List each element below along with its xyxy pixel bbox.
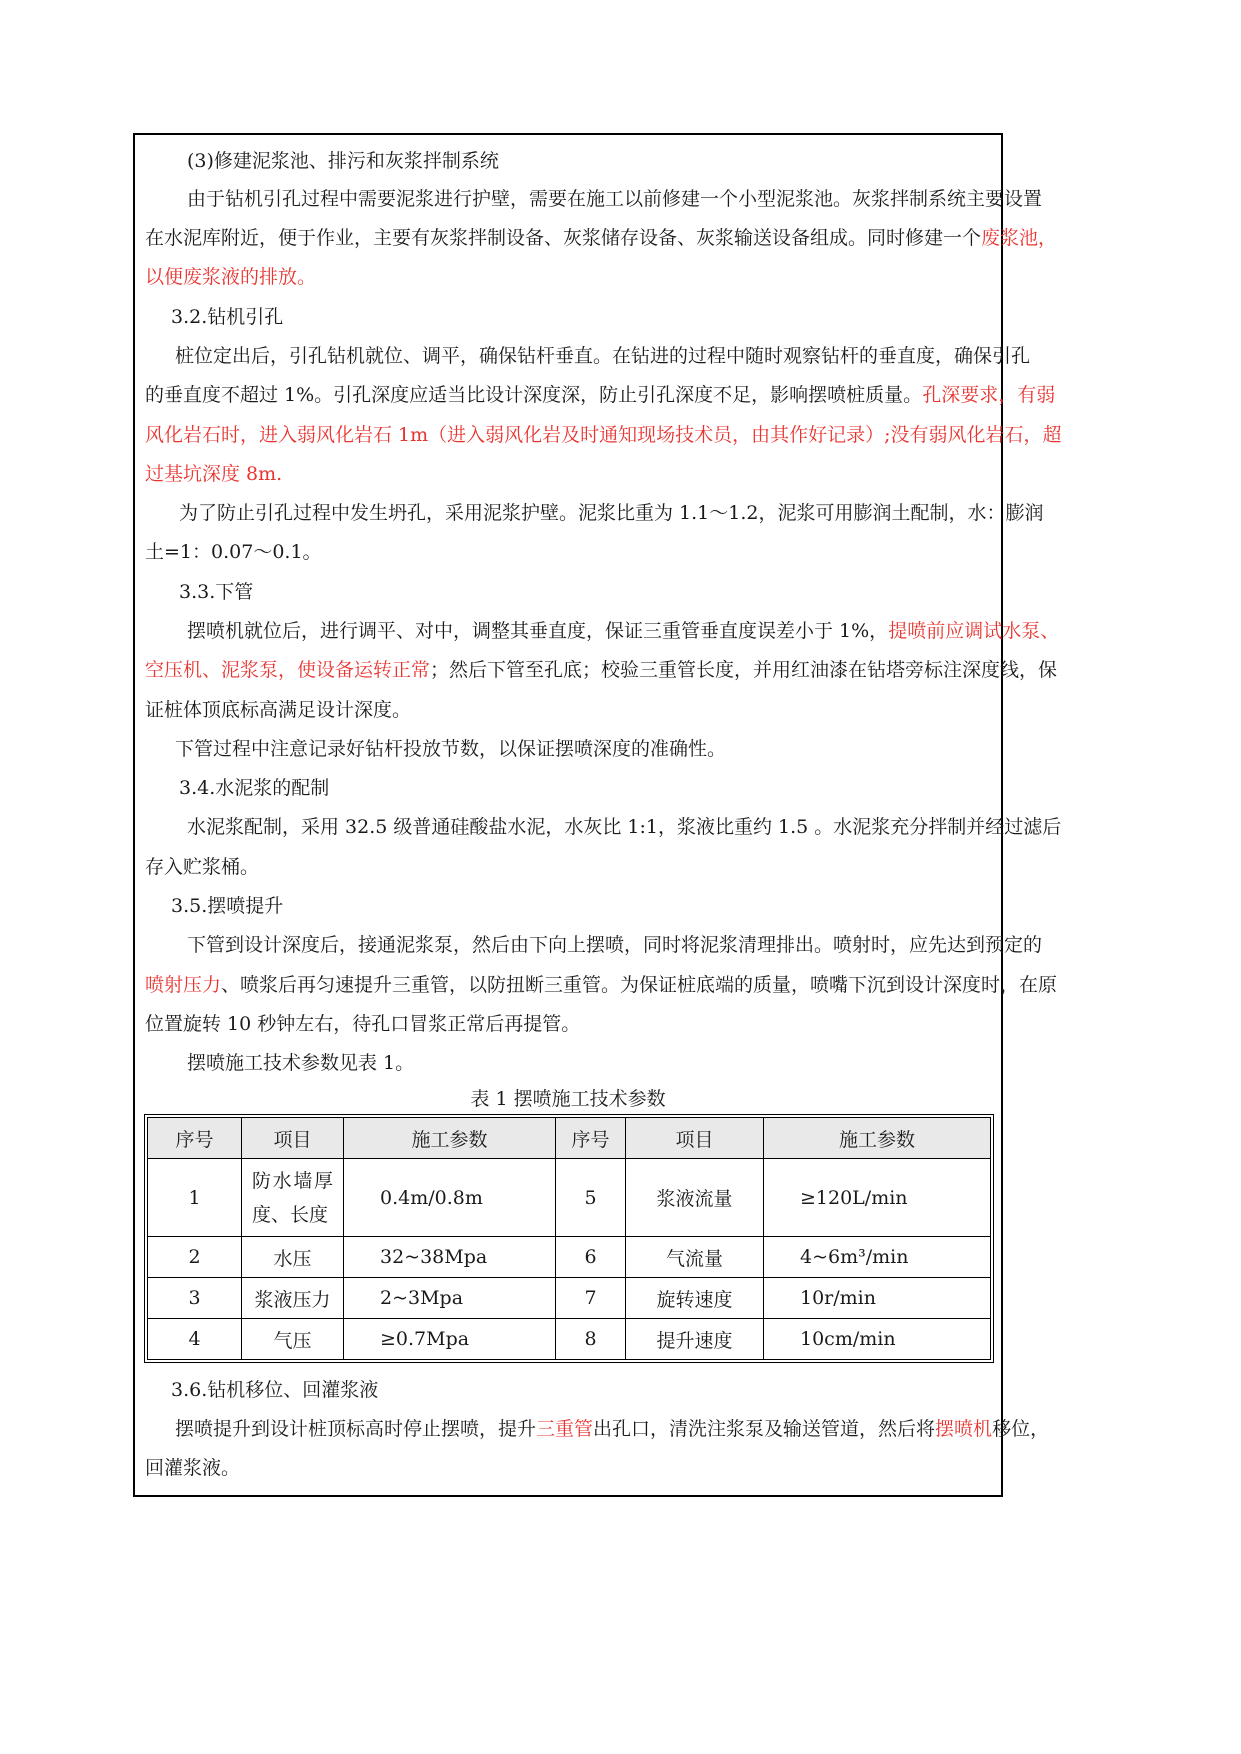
table-row — [148, 1278, 991, 1319]
highlight-line: 以便废浆液的排放。 — [145, 266, 317, 288]
table-cell: 浆液压力 — [242, 1278, 344, 1319]
highlight-line: 风化岩石时，进入弱风化岩石 1m（进入弱风化岩及时通知现场技术员，由其作好记录）;没有弱风化岩石，超 — [145, 424, 1062, 446]
table-cell: ≥0.7Mpa — [344, 1319, 556, 1360]
section-title-mud-pool: (3)修建泥浆池、排污和灰浆拌制系统 — [187, 150, 499, 172]
paragraph-line: 由于钻机引孔过程中需要泥浆进行护壁，需要在施工以前修建一个小型泥浆池。灰浆拌制系统主要设置 — [187, 188, 1043, 210]
paragraph-line: 下管到设计深度后，接通泥浆泵，然后由下向上摆喷，同时将泥浆清理排出。喷射时，应先达到预定的 — [187, 934, 1043, 956]
table-cell: 旋转速度 — [626, 1278, 764, 1319]
text-run: 、喷浆后再匀速提升三重管，以防扭断三重管。为保证桩底端的质量，喷嘴下沉到设计深度时，在原 — [221, 974, 1058, 996]
highlight-text: 喷射压力 — [145, 974, 222, 996]
paragraph-line: 下管过程中注意记录好钻杆投放节数，以保证摆喷深度的准确性。 — [175, 738, 727, 760]
paragraph-line — [145, 973, 1057, 997]
paragraph-line — [187, 619, 1059, 643]
paragraph-line: 回灌浆液。 — [145, 1457, 241, 1479]
paragraph-line: 水泥浆配制，采用 32.5 级普通硅酸盐水泥，水灰比 1:1，浆液比重约 1.5 。水泥浆充分拌制并经过滤后 — [187, 816, 1062, 838]
table-cell: 气压 — [242, 1319, 344, 1360]
table-cell: 2~3Mpa — [344, 1278, 556, 1319]
column-header: 项目 — [626, 1118, 764, 1159]
column-header: 施工参数 — [344, 1118, 556, 1159]
table-cell: 浆液流量 — [626, 1159, 764, 1237]
table-cell: 10cm/min — [764, 1319, 991, 1360]
table-header-row — [148, 1118, 991, 1159]
paragraph-line: 存入贮浆桶。 — [145, 856, 260, 878]
table-cell: 2 — [148, 1237, 242, 1278]
table-cell: 5 — [556, 1159, 626, 1237]
table-cell: 1 — [148, 1159, 242, 1237]
paragraph-line: 桩位定出后，引孔钻机就位、调平，确保钻杆垂直。在钻进的过程中随时观察钻杆的垂直度，确保引孔 — [175, 345, 1031, 367]
highlight-text: 废浆池， — [981, 227, 1058, 249]
paragraph-line — [145, 383, 1055, 407]
section-heading: 3.4.水泥浆的配制 — [179, 777, 330, 799]
table-cell: 8 — [556, 1319, 626, 1360]
highlight-text: 摆喷机 — [935, 1418, 993, 1440]
paragraph-line: 为了防止引孔过程中发生坍孔，采用泥浆护壁。泥浆比重为 1.1～1.2，泥浆可用膨润土配制，水：膨润 — [179, 502, 1044, 524]
section-heading: 3.5.摆喷提升 — [171, 895, 284, 917]
paragraph-line: 位置旋转 10 秒钟左右，待孔口冒浆正常后再提管。 — [145, 1013, 581, 1035]
table-row — [148, 1319, 991, 1360]
document-content — [135, 135, 1062, 1495]
section-heading: 3.3.下管 — [179, 581, 254, 603]
table-cell: 提升速度 — [626, 1319, 764, 1360]
highlight-line: 过基坑深度 8m. — [145, 463, 283, 485]
table-cell: 6 — [556, 1237, 626, 1278]
table-row — [148, 1159, 991, 1237]
text-run: 出孔口，清洗注浆泵及输送管道，然后将 — [593, 1418, 936, 1440]
table-cell: 4 — [148, 1319, 242, 1360]
table-cell: 4~6m³/min — [764, 1237, 991, 1278]
text-run: 移位， — [992, 1418, 1050, 1440]
text-run: 在水泥库附近，便于作业，主要有灰浆拌制设备、灰浆储存设备、灰浆输送设备组成。同时修建一个 — [145, 227, 982, 249]
table-cell: 3 — [148, 1278, 242, 1319]
table-cell: ≥120L/min — [764, 1159, 991, 1237]
highlight-text: 孔深要求，有弱 — [922, 384, 1056, 406]
section-heading: 3.2.钻机引孔 — [171, 306, 284, 328]
highlight-text: 提喷前应调试水泵、 — [888, 620, 1060, 642]
table-cell: 7 — [556, 1278, 626, 1319]
paragraph-line — [175, 1417, 1049, 1441]
text-run: ；然后下管至孔底；校验三重管长度，并用红油漆在钻塔旁标注深度线，保 — [430, 659, 1058, 681]
paragraph-line: 证桩体顶底标高满足设计深度。 — [145, 699, 412, 721]
highlight-text: 空压机、泥浆泵，使设备运转正常 — [145, 659, 431, 681]
text-run: 的垂直度不超过 1%。引孔深度应适当比设计深度深，防止引孔深度不足，影响摆喷桩质量。 — [145, 384, 923, 406]
text-run: 摆喷机就位后，进行调平、对中，调整其垂直度，保证三重管垂直度误差小于 1%， — [187, 620, 889, 642]
table-cell: 水压 — [242, 1237, 344, 1278]
table-row — [148, 1237, 991, 1278]
document-frame — [133, 133, 1062, 1497]
section-heading: 3.6.钻机移位、回灌浆液 — [171, 1379, 379, 1401]
paragraph-line: 土=1：0.07～0.1。 — [145, 541, 322, 563]
text-run: 摆喷提升到设计桩顶标高时停止摆喷，提升 — [175, 1418, 537, 1440]
column-header: 施工参数 — [764, 1118, 991, 1159]
table-cell: 防水墙厚度、长度 — [242, 1159, 344, 1237]
paragraph-line — [145, 658, 1057, 682]
parameter-table — [147, 1117, 991, 1360]
paragraph-line: 摆喷施工技术参数见表 1。 — [187, 1052, 415, 1074]
column-header: 序号 — [148, 1118, 242, 1159]
table-cell: 气流量 — [626, 1237, 764, 1278]
table-cell: 0.4m/0.8m — [344, 1159, 556, 1237]
table-cell: 32~38Mpa — [344, 1237, 556, 1278]
highlight-text: 三重管 — [536, 1418, 594, 1440]
column-header: 序号 — [556, 1118, 626, 1159]
paragraph-line — [145, 226, 1057, 250]
table-caption: 表 1 摆喷施工技术参数 — [470, 1088, 666, 1110]
table-cell: 10r/min — [764, 1278, 991, 1319]
column-header: 项目 — [242, 1118, 344, 1159]
